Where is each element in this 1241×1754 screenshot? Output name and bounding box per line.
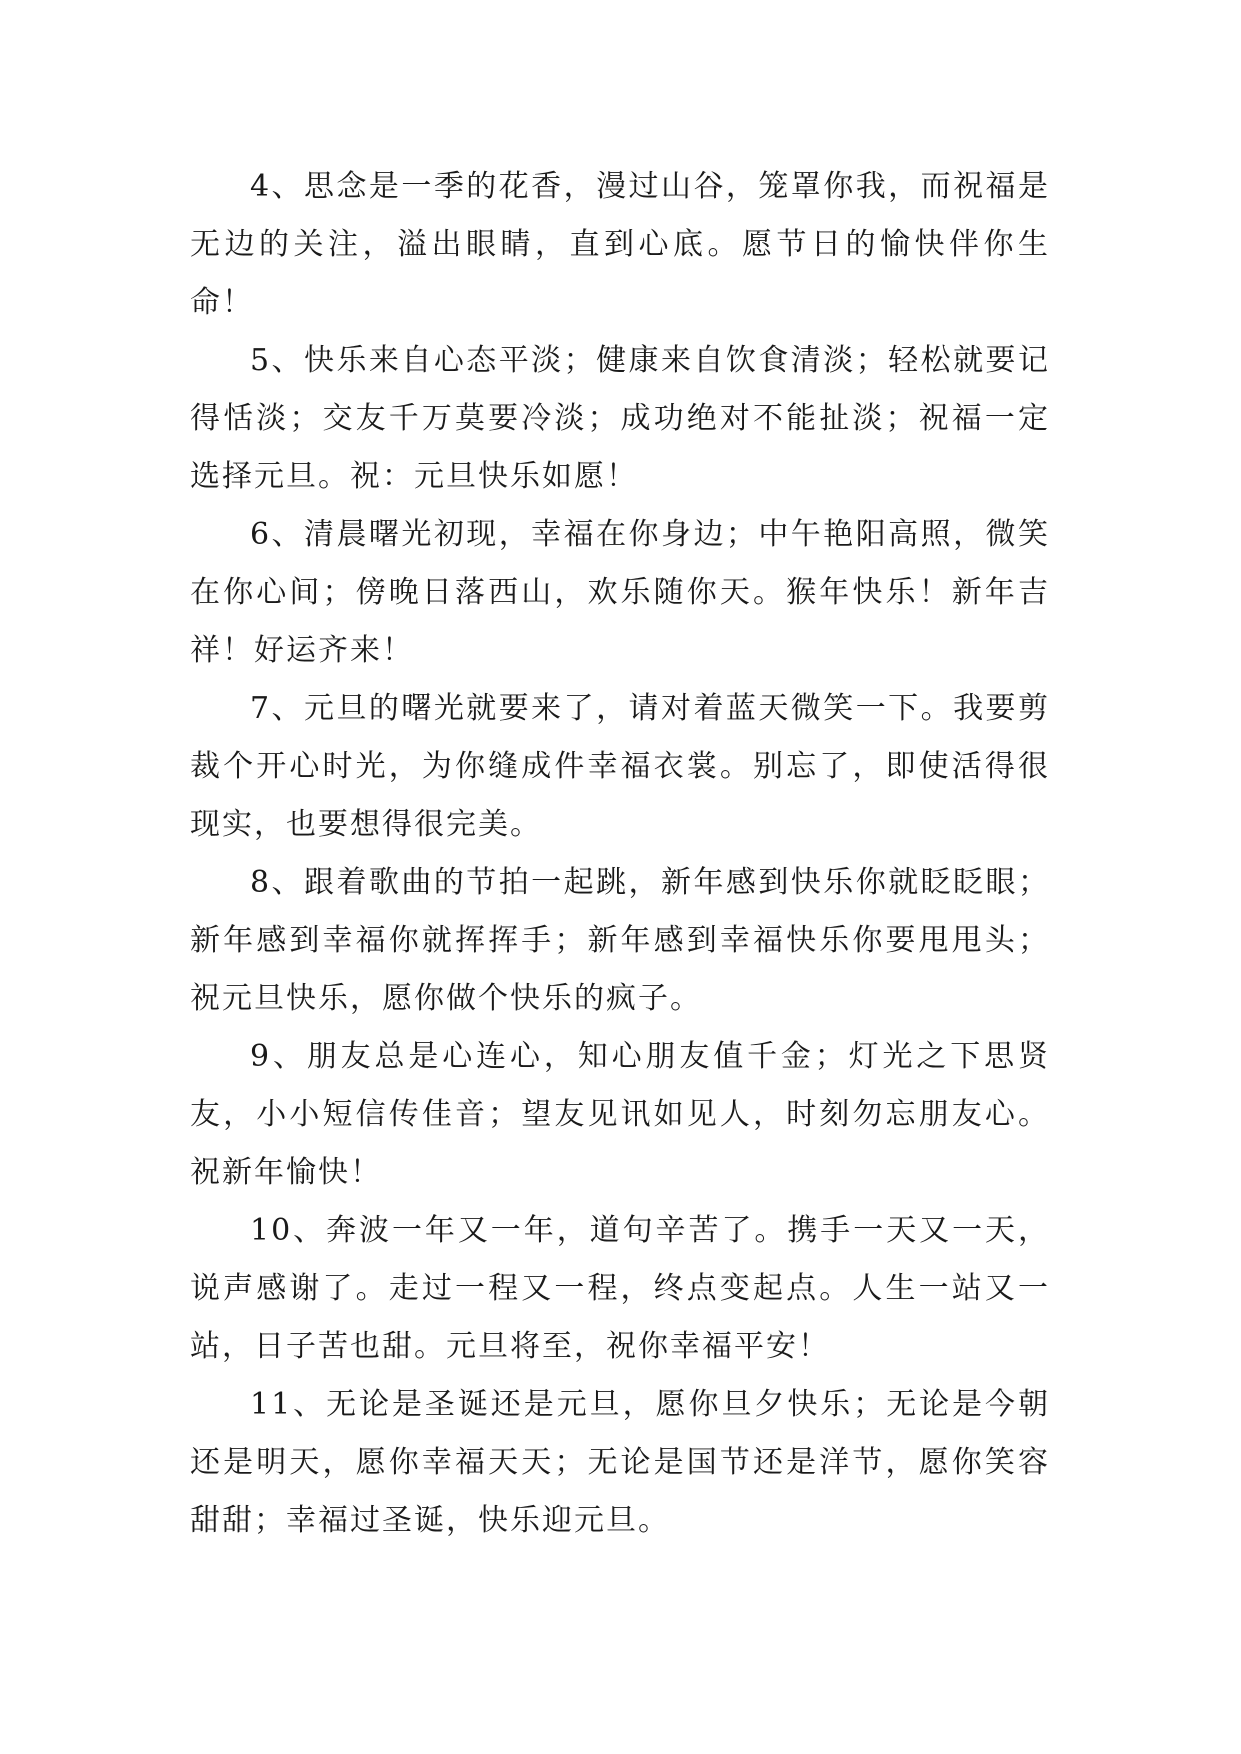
paragraph-10: 10、奔波一年又一年，道句辛苦了。携手一天又一天，说声感谢了。走过一程又一程，终点变起点。人生一站又一站，日子苦也甜。元旦将至，祝你幸福平安！ <box>190 1213 1050 1364</box>
paragraph-7: 7、元旦的曙光就要来了，请对着蓝天微笑一下。我要剪裁个开心时光，为你缝成件幸福衣裳。别忘了，即使活得很现实，也要想得很完美。 <box>190 691 1050 842</box>
paragraph-6: 6、清晨曙光初现，幸福在你身边；中午艳阳高照，微笑在你心间；傍晚日落西山，欢乐随你天。猴年快乐！新年吉祥！好运齐来！ <box>190 517 1050 668</box>
paragraph-9: 9、朋友总是心连心，知心朋友值千金；灯光之下思贤友，小小短信传佳音；望友见讯如见人，时刻勿忘朋友心。祝新年愉快！ <box>190 1039 1050 1190</box>
document-body <box>190 158 1050 1550</box>
paragraph-11: 11、无论是圣诞还是元旦，愿你旦夕快乐；无论是今朝还是明天，愿你幸福天天；无论是国节还是洋节，愿你笑容甜甜；幸福过圣诞，快乐迎元旦。 <box>190 1387 1050 1538</box>
paragraph-5: 5、快乐来自心态平淡；健康来自饮食清淡；轻松就要记得恬淡；交友千万莫要冷淡；成功绝对不能扯淡；祝福一定选择元旦。祝：元旦快乐如愿！ <box>190 343 1050 494</box>
paragraph-4: 4、思念是一季的花香，漫过山谷，笼罩你我，而祝福是无边的关注，溢出眼睛，直到心底。愿节日的愉快伴你生命！ <box>190 169 1050 320</box>
paragraph-8: 8、跟着歌曲的节拍一起跳，新年感到快乐你就眨眨眼；新年感到幸福你就挥挥手；新年感到幸福快乐你要甩甩头；祝元旦快乐，愿你做个快乐的疯子。 <box>190 865 1050 1016</box>
